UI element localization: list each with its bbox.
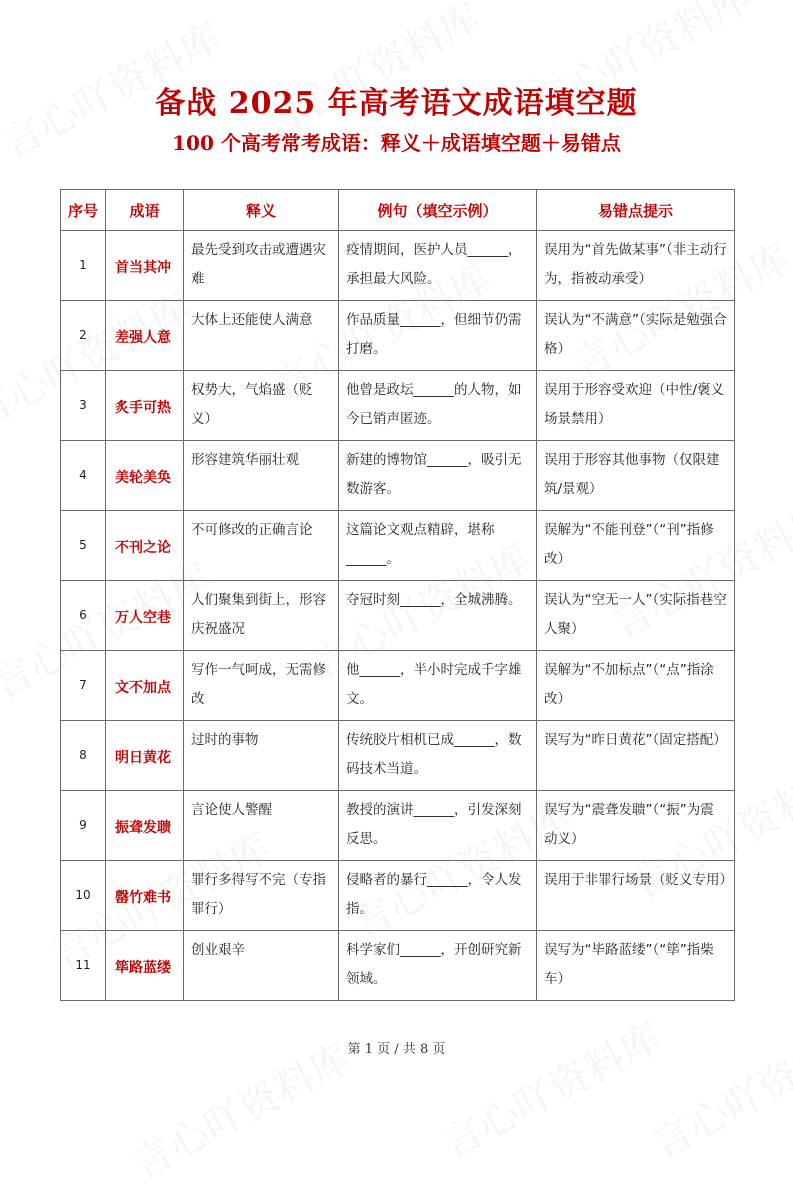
row-index: 9	[61, 791, 106, 861]
row-meaning: 人们聚集到街上，形容庆祝盛况	[184, 581, 339, 651]
table-row	[61, 791, 735, 861]
table-row	[61, 581, 735, 651]
watermark-text	[641, 1007, 793, 1170]
row-tip: 误写为“震聋发聩”（“振”为震动义）	[537, 791, 735, 861]
row-tip: 误用于形容受欢迎（中性/褒义场景禁用）	[537, 371, 735, 441]
row-meaning: 权势大，气焰盛（贬义）	[184, 371, 339, 441]
page-subtitle: 100 个高考常考成语：释义＋成语填空题＋易错点	[172, 131, 621, 155]
page-title: 备战 2025 年高考语文成语填空题	[155, 86, 638, 121]
row-index: 4	[61, 441, 106, 511]
row-meaning: 形容建筑华丽壮观	[184, 441, 339, 511]
table-row	[61, 231, 735, 301]
row-example: 科学家们______，开创研究新领域。	[339, 931, 537, 1001]
row-example: 这篇论文观点精辟，堪称______。	[339, 511, 537, 581]
table-row	[61, 441, 735, 511]
row-example: 传统胶片相机已成______，数码技术当道。	[339, 721, 537, 791]
row-index: 6	[61, 581, 106, 651]
row-tip: 误写为“昨日黄花”（固定搭配）	[537, 721, 735, 791]
row-idiom: 筚路蓝缕	[106, 931, 184, 1001]
row-meaning: 罪行多得写不完（专指罪行）	[184, 861, 339, 931]
row-tip: 误认为“空无一人”（实际指巷空人聚）	[537, 581, 735, 651]
row-tip: 误解为“不加标点”（“点”指涂改）	[537, 651, 735, 721]
row-idiom: 首当其冲	[106, 231, 184, 301]
row-index: 11	[61, 931, 106, 1001]
row-tip: 误写为“毕路蓝缕”（“筚”指柴车）	[537, 931, 735, 1001]
row-idiom: 振聋发聩	[106, 791, 184, 861]
table-row	[61, 931, 735, 1001]
row-example: 疫情期间，医护人员______，承担最大风险。	[339, 231, 537, 301]
table-header-row	[61, 190, 735, 231]
row-index: 10	[61, 861, 106, 931]
row-example: 夺冠时刻______，全城沸腾。	[339, 581, 537, 651]
row-meaning: 写作一气呵成，无需修改	[184, 651, 339, 721]
row-meaning: 言论使人警醒	[184, 791, 339, 861]
row-tip: 误解为“不能刊登”（“刊”指修改）	[537, 511, 735, 581]
row-meaning: 最先受到攻击或遭遇灾难	[184, 231, 339, 301]
table-row	[61, 861, 735, 931]
row-meaning: 不可修改的正确言论	[184, 511, 339, 581]
header-meaning: 释义	[184, 190, 339, 231]
row-index: 8	[61, 721, 106, 791]
row-index: 5	[61, 511, 106, 581]
row-tip: 误用于非罪行场景（贬义专用）	[537, 861, 735, 931]
row-tip: 误用为“首先做某事”（非主动行为，指被动承受）	[537, 231, 735, 301]
page-footer: 第 1 页 / 共 8 页	[347, 1042, 446, 1057]
header-index: 序号	[61, 190, 106, 231]
table-row	[61, 371, 735, 441]
row-index: 3	[61, 371, 106, 441]
row-example: 新建的博物馆______，吸引无数游客。	[339, 441, 537, 511]
row-tip: 误认为“不满意”（实际是勉强合格）	[537, 301, 735, 371]
row-meaning: 过时的事物	[184, 721, 339, 791]
row-example: 侵略者的暴行______，令人发指。	[339, 861, 537, 931]
idiom-table	[60, 189, 735, 1001]
row-idiom: 文不加点	[106, 651, 184, 721]
row-index: 1	[61, 231, 106, 301]
row-idiom: 美轮美奂	[106, 441, 184, 511]
watermark-text	[431, 1007, 670, 1170]
row-index: 2	[61, 301, 106, 371]
row-idiom: 炙手可热	[106, 371, 184, 441]
table-row	[61, 301, 735, 371]
table-row	[61, 651, 735, 721]
row-example: 他______，半小时完成千字雄文。	[339, 651, 537, 721]
table-row	[61, 721, 735, 791]
row-idiom: 万人空巷	[106, 581, 184, 651]
row-idiom: 差强人意	[106, 301, 184, 371]
row-index: 7	[61, 651, 106, 721]
row-idiom: 明日黄花	[106, 721, 184, 791]
row-tip: 误用于形容其他事物（仅限建筑/景观）	[537, 441, 735, 511]
row-idiom: 罄竹难书	[106, 861, 184, 931]
row-idiom: 不刊之论	[106, 511, 184, 581]
row-meaning: 大体上还能使人满意	[184, 301, 339, 371]
header-example: 例句（填空示例）	[339, 190, 537, 231]
header-idiom: 成语	[106, 190, 184, 231]
table-row	[61, 511, 735, 581]
row-meaning: 创业艰辛	[184, 931, 339, 1001]
row-example: 他曾是政坛______的人物，如今已销声匿迹。	[339, 371, 537, 441]
header-tip: 易错点提示	[537, 190, 735, 231]
row-example: 作品质量______，但细节仍需打磨。	[339, 301, 537, 371]
row-example: 教授的演讲______，引发深刻反思。	[339, 791, 537, 861]
